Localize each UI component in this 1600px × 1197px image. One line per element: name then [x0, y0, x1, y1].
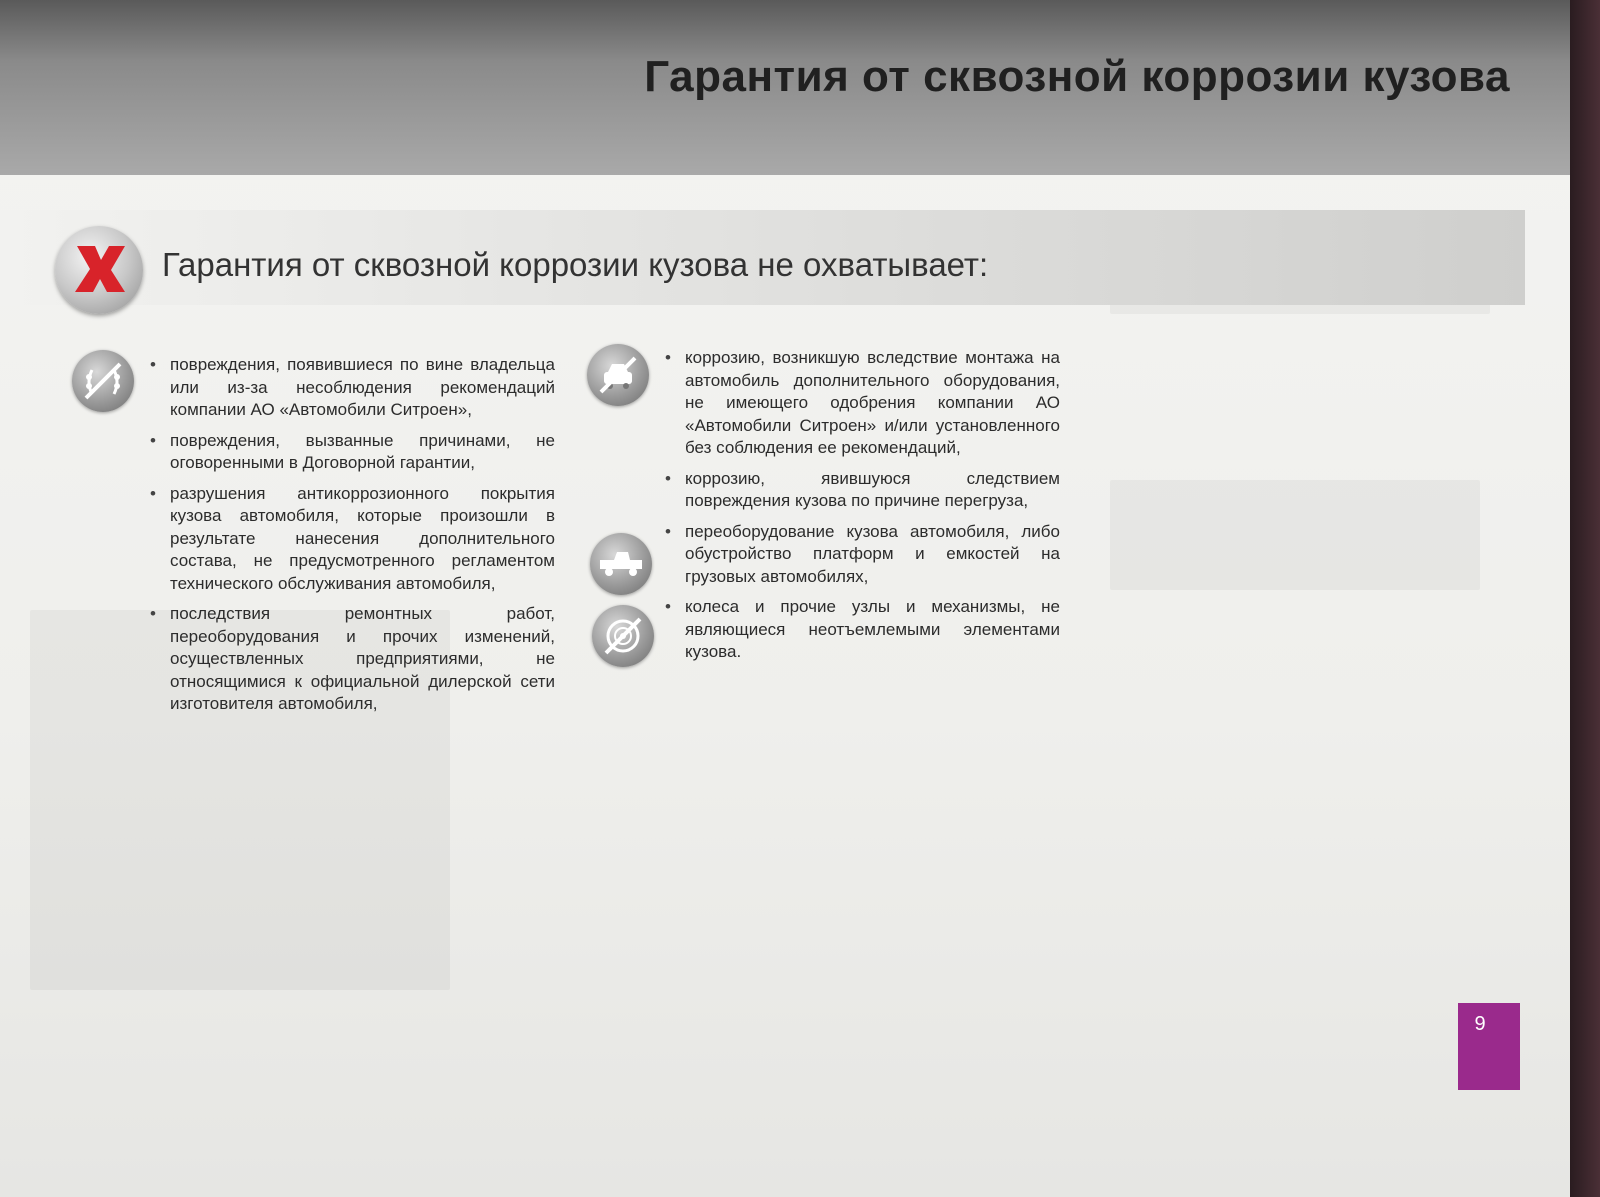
background-edge — [1570, 0, 1600, 1197]
left-column — [150, 354, 555, 724]
page-number: 9 — [1474, 1013, 1486, 1035]
list-item: • коррозию, явившуюся следствием повреждения кузова по причине перегруза, — [665, 468, 1060, 513]
wheel-crossed-icon — [592, 605, 654, 667]
list-item: • колеса и прочие узлы и механизмы, не являющиеся неотъемлемыми элементами кузова. — [665, 596, 1060, 664]
car-accessory-crossed-icon — [587, 344, 649, 406]
bleed-through-text — [1110, 480, 1480, 590]
list-item: • последствия ремонтных работ, переоборудования и прочих изменений, осуществленных предприятиями, не относящимися к официальной дилерской сети изготовителя автомобиля, — [150, 603, 555, 716]
truck-icon — [590, 533, 652, 595]
list-item: • коррозию, возникшую вследствие монтажа на автомобиль дополнительного оборудования, не имеющего одобрения компании АО «Автомобили Ситроен» и/или установленного без соблюдения ее рекомендаций, — [665, 347, 1060, 460]
page-number-tab — [1458, 1003, 1520, 1090]
header-band — [0, 0, 1570, 175]
red-x-icon — [55, 226, 143, 314]
list-item: • разрушения антикоррозионного покрытия кузова автомобиля, которые произошли в результате нанесения дополнительного состава, не предусмотренного регламентом технического обслуживания автомобиля, — [150, 483, 555, 596]
section-title: Гарантия от сквозной коррозии кузова не охватывает: — [162, 246, 989, 283]
page-title: Гарантия от сквозной коррозии кузова — [644, 52, 1510, 101]
list-item: • переоборудование кузова автомобиля, либо обустройство платформ и емкостей на грузовых автомобилях, — [665, 521, 1060, 589]
laurel-wreath-crossed-icon — [72, 350, 134, 412]
list-item: • повреждения, появившиеся по вине владельца или из-за несоблюдения рекомендаций компании АО «Автомобили Ситроен», — [150, 354, 555, 422]
list-item: • повреждения, вызванные причинами, не оговоренными в Договорной гарантии, — [150, 430, 555, 475]
right-column — [665, 347, 1060, 672]
